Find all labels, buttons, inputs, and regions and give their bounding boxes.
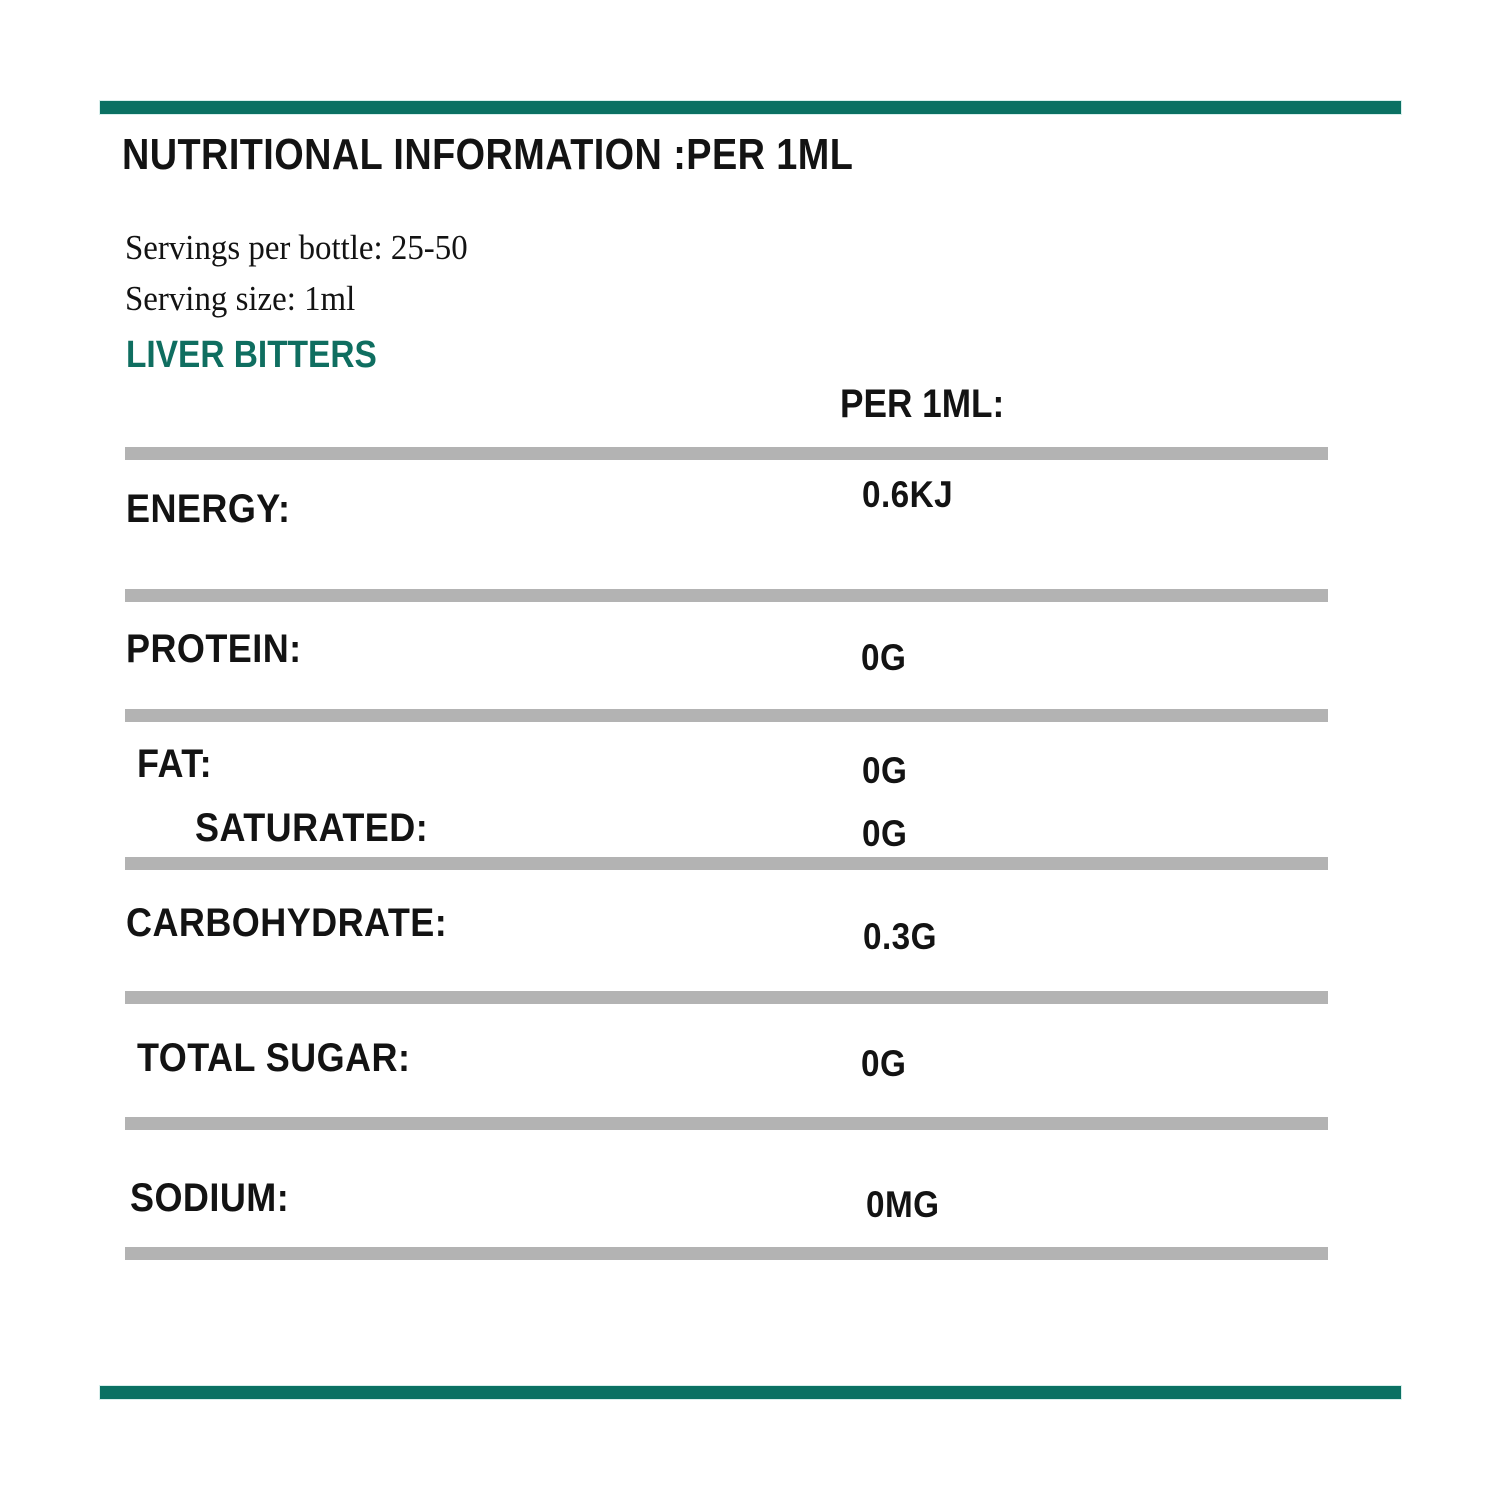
divider xyxy=(125,857,1328,870)
row-value-protein: 0G xyxy=(861,637,907,678)
row-label-energy: ENERGY: xyxy=(126,487,291,531)
divider xyxy=(125,709,1328,722)
bottom-accent-bar xyxy=(100,1386,1401,1399)
row-value-energy: 0.6KJ xyxy=(862,474,954,515)
row-value-carbohydrate: 0.3G xyxy=(863,916,937,957)
divider xyxy=(125,589,1328,602)
row-label-protein: PROTEIN: xyxy=(126,627,302,671)
row-value-saturated: 0G xyxy=(862,813,908,854)
per-1ml-column-header: PER 1ML: xyxy=(840,382,1005,426)
top-accent-bar xyxy=(100,101,1401,114)
page-title: NUTRITIONAL INFORMATION :PER 1ML xyxy=(122,130,854,179)
serving-size-line: Serving size: 1ml xyxy=(125,279,356,318)
row-value-fat: 0G xyxy=(862,750,908,791)
row-label-sodium: SODIUM: xyxy=(130,1176,290,1220)
divider xyxy=(125,447,1328,460)
row-label-carbohydrate: CARBOHYDRATE: xyxy=(126,901,448,945)
divider xyxy=(125,1247,1328,1260)
row-label-total-sugar: TOTAL SUGAR: xyxy=(137,1036,411,1080)
row-value-total-sugar: 0G xyxy=(861,1043,907,1084)
divider xyxy=(125,1117,1328,1130)
divider xyxy=(125,991,1328,1004)
row-label-fat: FAT: xyxy=(137,742,213,786)
product-name: LIVER BITTERS xyxy=(126,334,377,376)
row-label-saturated: SATURATED: xyxy=(195,806,429,850)
servings-per-bottle-line: Servings per bottle: 25-50 xyxy=(125,228,468,267)
row-value-sodium: 0MG xyxy=(866,1184,940,1225)
